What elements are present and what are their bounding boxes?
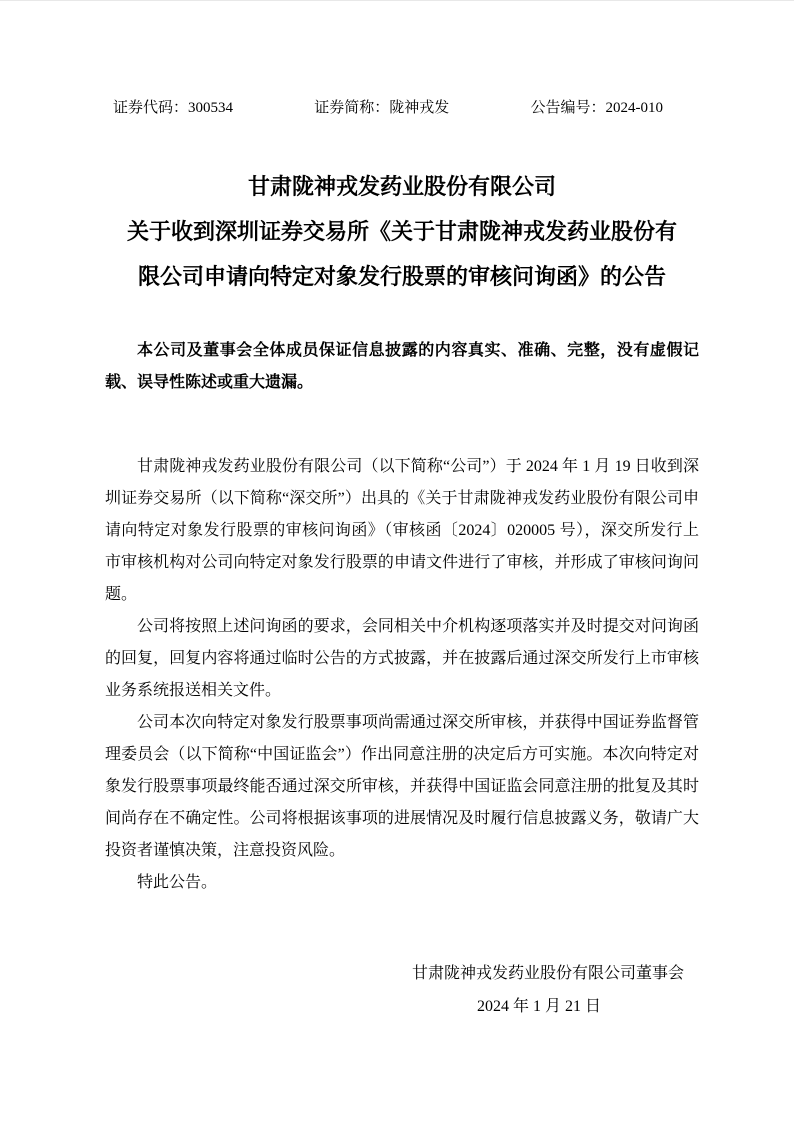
signature-date: 2024 年 1 月 21 日 — [476, 998, 601, 1015]
board-disclaimer-statement: 本公司及董事会全体成员保证信息披露的内容真实、准确、完整，没有虚假记载、误导性陈述或重大遗漏。 — [105, 342, 699, 391]
document-body — [105, 451, 699, 899]
body-paragraph-inquiry-receipt: 甘肃陇神戎发药业股份有限公司（以下简称“公司”）于 2024 年 1 月 19 日收到深圳证券交易所（以下简称“深交所”）出具的《关于甘肃陇神戎发药业股份有限公司申请向特定对象发行股票的审核问询函》（审核函〔2024〕020005 号），深交所发行上市审核机构对公司向特定对象发行股票的申请文件进行了审核，并形成了审核问询问题。 — [105, 458, 699, 603]
signature-block — [105, 957, 699, 1023]
body-paragraph-risk-notice: 公司本次向特定对象发行股票事项尚需通过深交所审核，并获得中国证券监督管理委员会（以下简称“中国证监会”）作出同意注册的决定后方可实施。本次向特定对象发行股票事项最终能否通过深交所审核，并获得中国证监会同意注册的批复及其时间尚存在不确定性。公司将根据该事项的进展情况及时履行信息披露义务，敬请广大投资者谨慎决策，注意投资风险。 — [105, 714, 699, 859]
title-line-company: 甘肃陇神戎发药业股份有限公司 — [247, 174, 556, 199]
announcement-number-label: 公告编号：2024-010 — [530, 100, 663, 116]
stock-code-label: 证券代码：300534 — [113, 100, 234, 116]
title-line-subject-1: 关于收到深圳证券交易所《关于甘肃陇神戎发药业股份有 — [126, 219, 677, 244]
title-line-subject-2: 限公司申请向特定对象发行股票的审核问询函》的公告 — [137, 264, 666, 289]
body-paragraph-reply-plan: 公司将按照上述问询函的要求，会同相关中介机构逐项落实并及时提交对问询函的回复，回复内容将通过临时公告的方式披露，并在披露后通过深交所发行上市审核业务系统报送相关文件。 — [105, 618, 699, 699]
stock-name-label: 证券简称：陇神戎发 — [314, 100, 450, 116]
body-paragraph-closing: 特此公告。 — [137, 874, 218, 891]
signature-company: 甘肃陇神戎发药业股份有限公司董事会 — [411, 965, 684, 982]
document-header — [105, 96, 699, 120]
document-title — [105, 164, 699, 299]
